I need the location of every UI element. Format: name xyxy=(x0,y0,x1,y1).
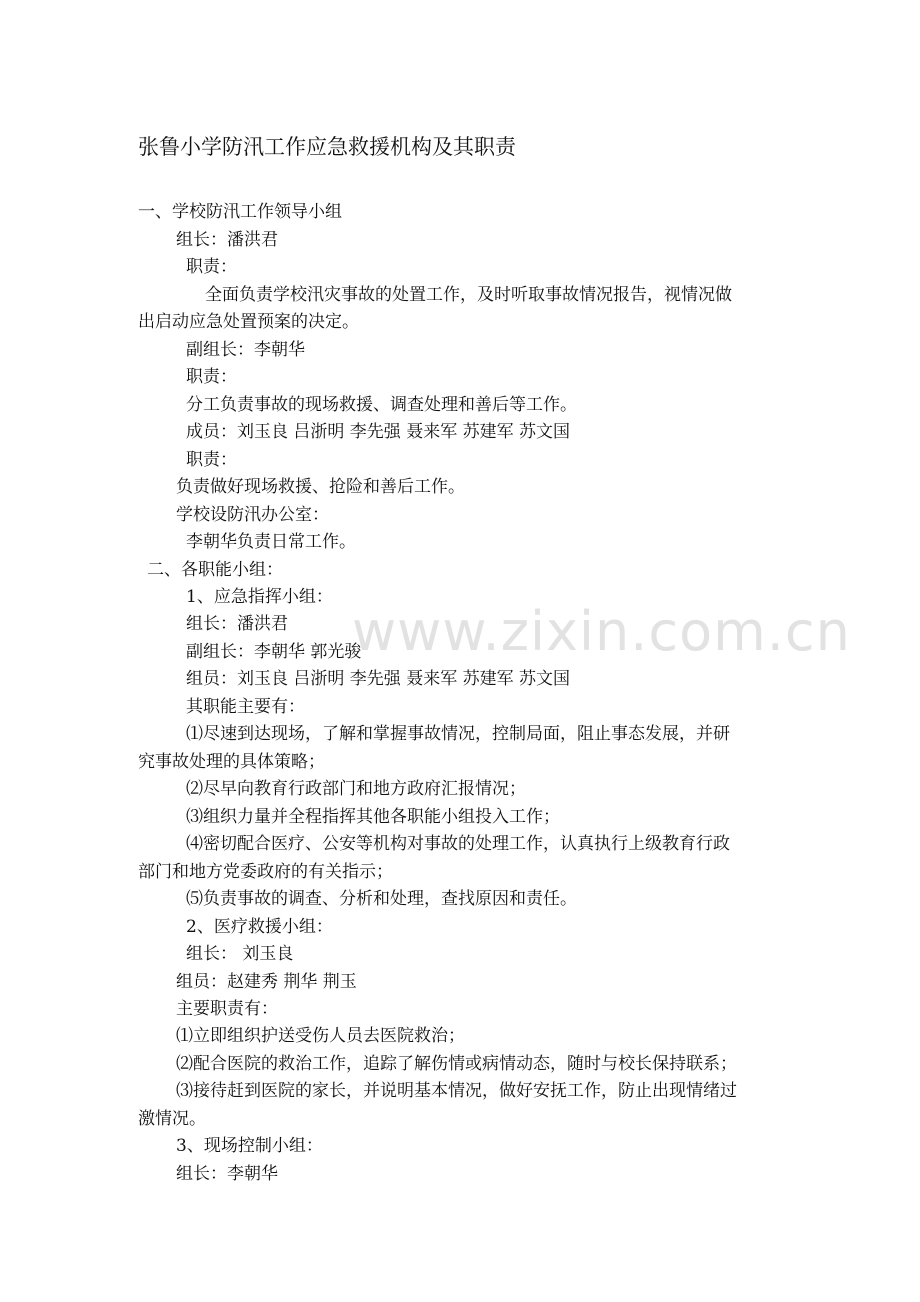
list-item: ⑵配合医院的救治工作，追踪了解伤情或病情动态，随时与校长保持联系； xyxy=(176,1054,737,1074)
document-title: 张鲁小学防汛工作应急救援机构及其职责 xyxy=(138,135,516,159)
leader-line: 组长：潘洪君 xyxy=(176,230,278,250)
leader-line: 组长：潘洪君 xyxy=(186,614,288,634)
list-item-continued: 激情况。 xyxy=(138,1109,206,1129)
list-item: ⑸负责事故的调查、分析和处理，查找原因和责任。 xyxy=(186,889,577,909)
duty-label: 其职能主要有： xyxy=(186,697,305,717)
deputy-leader-line: 副组长：李朝华 郭光骏 xyxy=(186,642,362,662)
section-heading: 二、各职能小组： xyxy=(147,560,283,580)
leader-line: 组长： 刘玉良 xyxy=(186,944,294,964)
paragraph-line: 分工负责事故的现场救援、调查处理和善后等工作。 xyxy=(186,395,577,415)
deputy-leader-line: 副组长：李朝华 xyxy=(186,340,305,360)
list-item: ⑶接待赶到医院的家长，并说明基本情况，做好安抚工作，防止出现情绪过 xyxy=(176,1081,737,1101)
duty-label: 职责： xyxy=(186,257,237,277)
subsection-heading: 3、现场控制小组： xyxy=(176,1136,323,1156)
list-item: ⑷密切配合医疗、公安等机构对事故的处理工作，认真执行上级教育行政 xyxy=(186,834,730,854)
members-line: 组员：刘玉良 吕浙明 李先强 聂来军 苏建军 苏文国 xyxy=(186,669,571,689)
paragraph-line: 李朝华负责日常工作。 xyxy=(186,532,356,552)
watermark: www.zixin.com.cn xyxy=(352,600,851,663)
members-line: 成员：刘玉良 吕浙明 李先强 聂来军 苏建军 苏文国 xyxy=(186,422,571,442)
list-item-continued: 部门和地方党委政府的有关指示； xyxy=(138,862,393,882)
section-heading: 一、学校防汛工作领导小组 xyxy=(138,202,342,222)
subsection-heading: 1、应急指挥小组： xyxy=(186,587,333,607)
duty-label: 职责： xyxy=(186,367,237,387)
duty-label: 职责： xyxy=(186,450,237,470)
list-item: ⑴立即组织护送受伤人员去医院救治； xyxy=(176,1026,465,1046)
list-item: ⑴尽速到达现场，了解和掌握事故情况，控制局面，阻止事态发展，并研 xyxy=(186,724,730,744)
paragraph-line: 出启动应急处置预案的决定。 xyxy=(138,312,359,332)
list-item-continued: 究事故处理的具体策略； xyxy=(138,752,325,772)
office-heading: 学校设防汛办公室： xyxy=(176,505,329,525)
paragraph-line: 全面负责学校汛灾事故的处置工作，及时听取事故情况报告，视情况做 xyxy=(205,285,732,305)
duty-label: 主要职责有： xyxy=(176,999,278,1019)
paragraph-line: 负责做好现场救援、抢险和善后工作。 xyxy=(176,477,465,497)
list-item: ⑶组织力量并全程指挥其他各职能小组投入工作； xyxy=(186,807,560,827)
subsection-heading: 2、医疗救援小组： xyxy=(186,917,333,937)
leader-line: 组长：李朝华 xyxy=(176,1164,278,1184)
members-line: 组员：赵建秀 荆华 荆玉 xyxy=(176,972,357,992)
list-item: ⑵尽早向教育行政部门和地方政府汇报情况； xyxy=(186,779,526,799)
